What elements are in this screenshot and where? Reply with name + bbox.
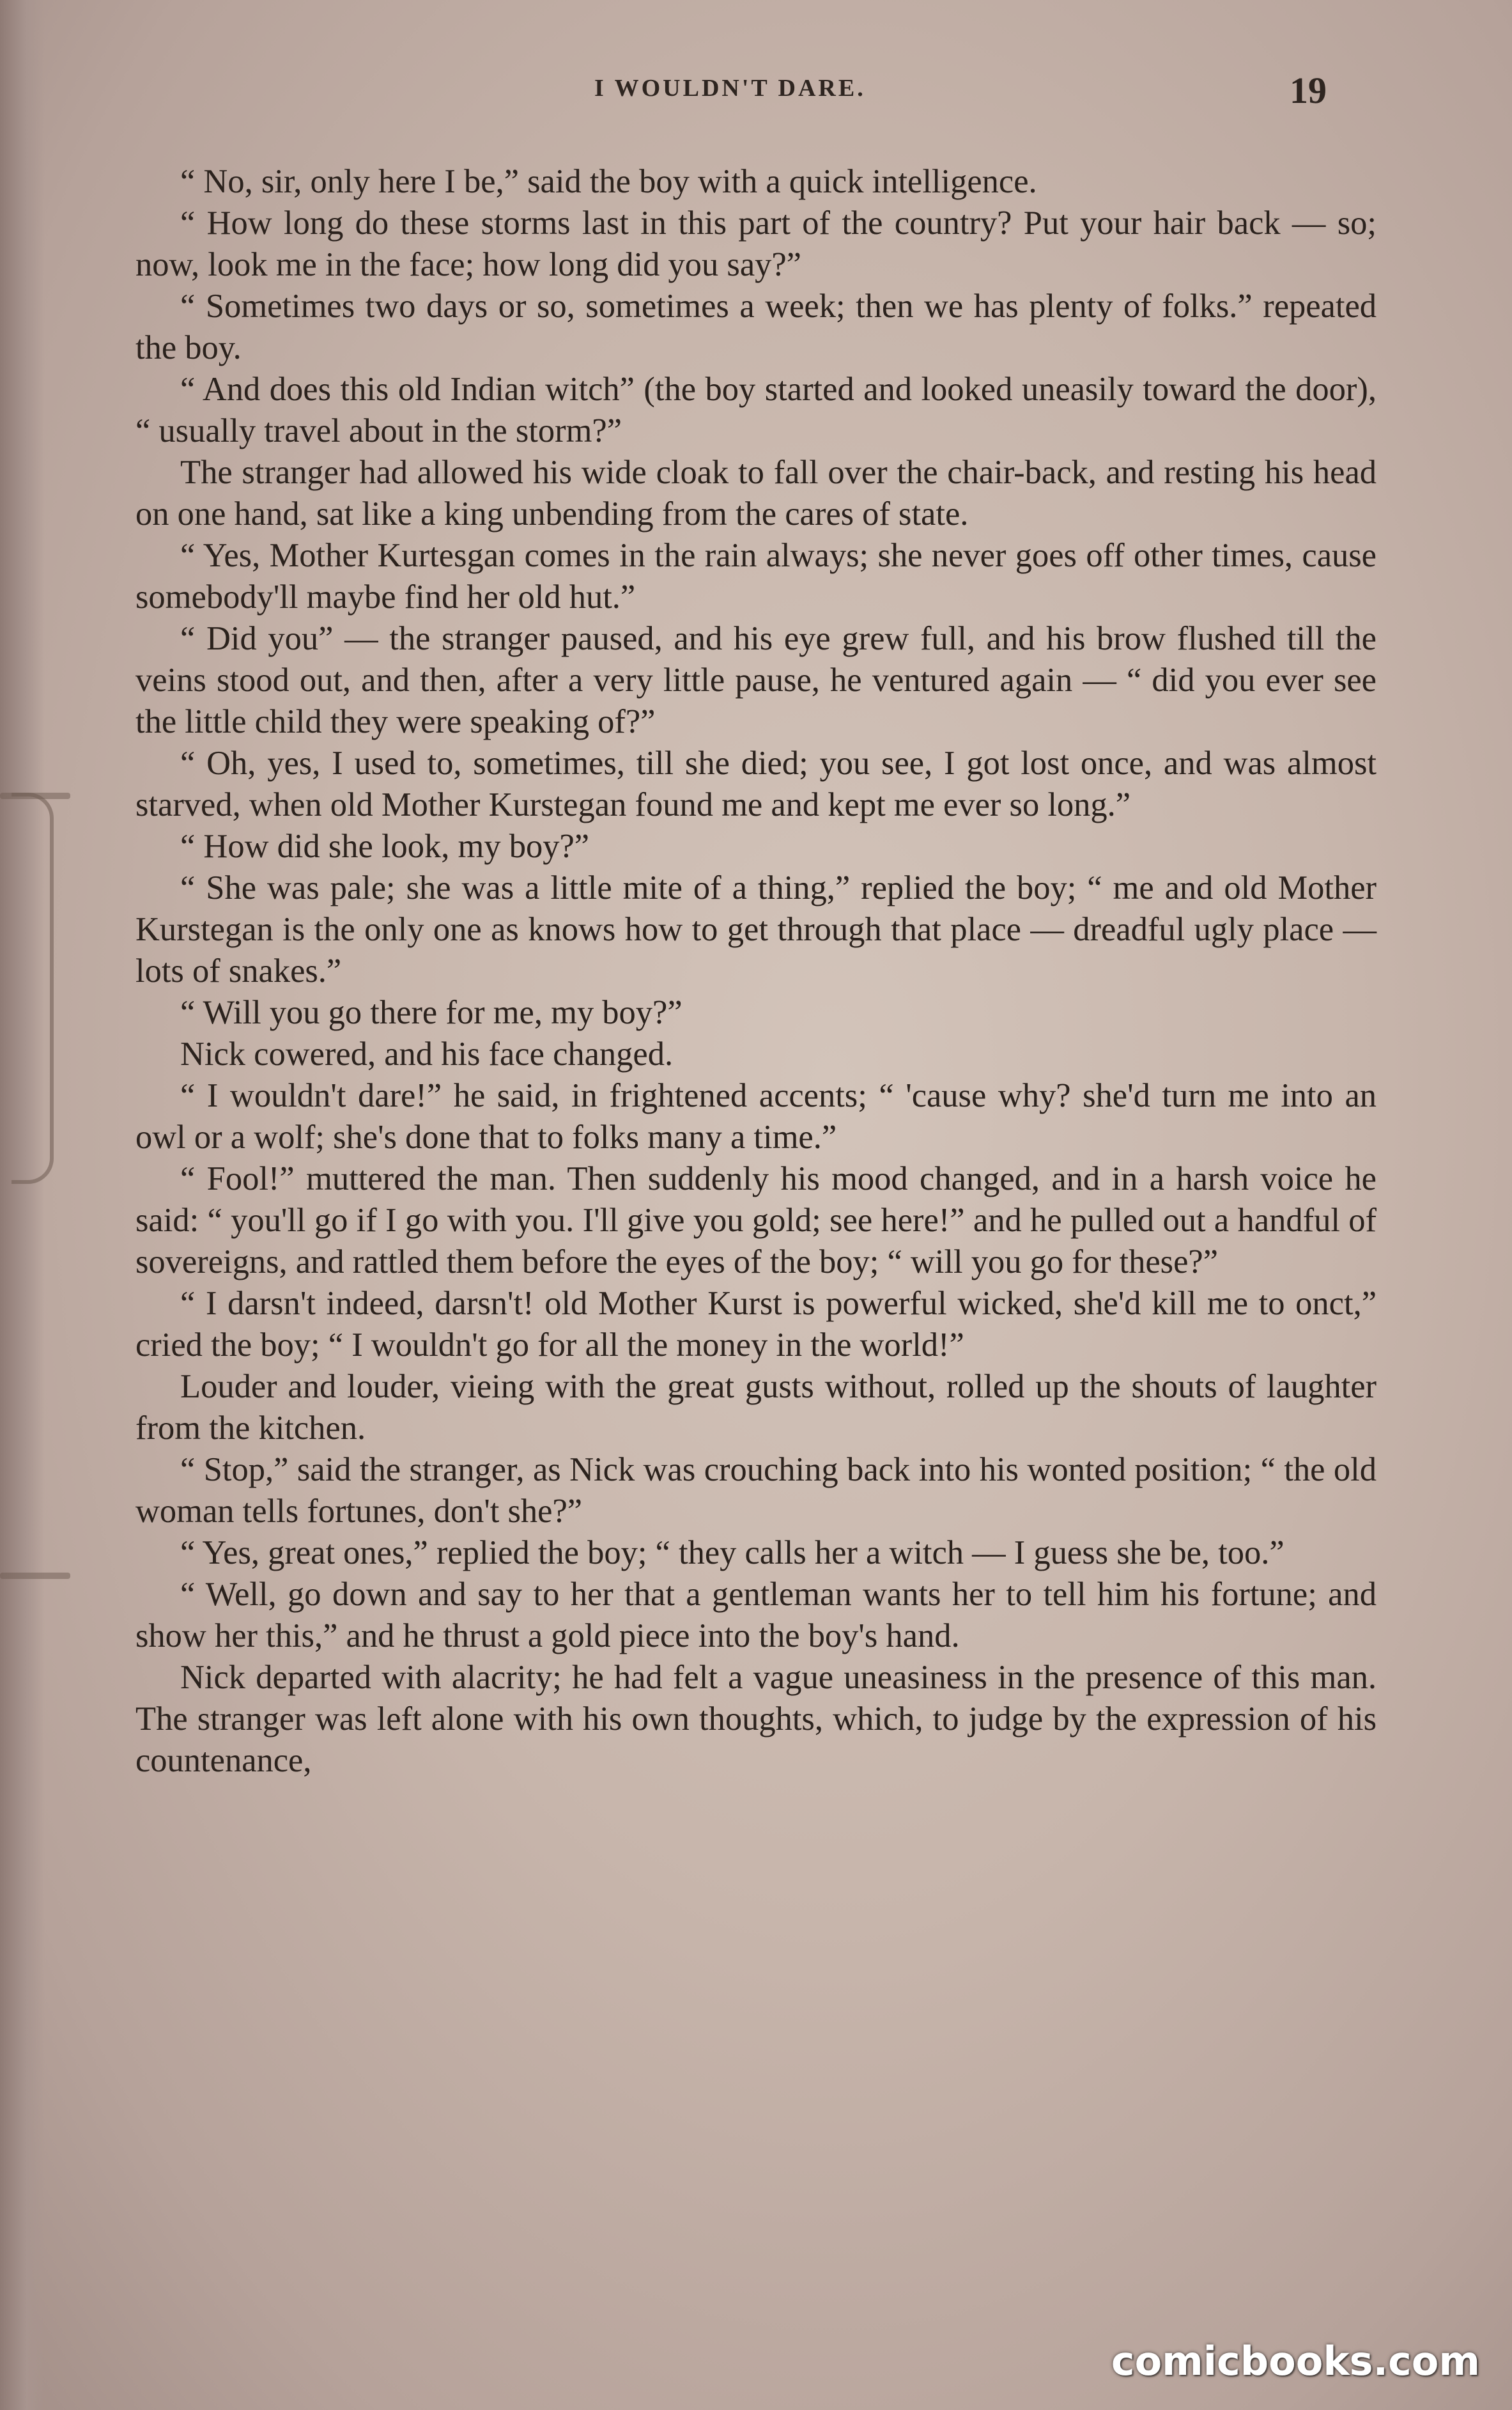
paragraph: The stranger had allowed his wide cloak to fall over the chair-back, and resting his head on one hand, sat like a king unbending from the cares of state. [135, 454, 1377, 533]
paragraph: “ Will you go there for me, my boy?” [180, 994, 683, 1031]
watermark: comicbooks.com [1111, 2338, 1480, 2384]
page-edge-shadow [0, 0, 45, 2410]
paragraph: “ And does this old Indian witch” (the boy started and looked uneasily toward the door), “ usually travel about in the storm?” [135, 371, 1377, 449]
page-header [0, 69, 1512, 120]
running-head: I WOULDN'T DARE. [594, 75, 866, 102]
binding-stitch [0, 1573, 70, 1579]
paragraph: Nick cowered, and his face changed. [180, 1036, 674, 1073]
binding-thread-mark [12, 793, 54, 1184]
paragraph: “ Stop,” said the stranger, as Nick was crouching back into his wonted position; “ the old woman tells fortunes, don't she?” [135, 1451, 1377, 1530]
paragraph: Nick departed with alacrity; he had felt a vague uneasiness in the presence of this man. The stranger was left alone with his own thoughts, which, to judge by the expression of his countenance, [135, 1659, 1377, 1779]
paragraph: “ Sometimes two days or so, sometimes a week; then we has plenty of folks.” repeated the boy. [135, 288, 1377, 366]
paragraph: “ Yes, Mother Kurtesgan comes in the rain always; she never goes off other times, cause somebody'll maybe find her old hut.” [135, 537, 1377, 616]
paragraph: “ Well, go down and say to her that a gentleman wants her to tell him his fortune; and show her this,” and he thrust a gold piece into the boy's hand. [135, 1576, 1377, 1654]
page-number: 19 [1290, 70, 1327, 111]
paragraph: “ How long do these storms last in this part of the country? Put your hair back — so; now, look me in the face; how long did you say?” [135, 205, 1377, 283]
paragraph: “ Yes, great ones,” replied the boy; “ they calls her a witch — I guess she be, too.” [180, 1534, 1284, 1571]
paragraph: “ Fool!” muttered the man. Then suddenly his mood changed, and in a harsh voice he said: “ you'll go if I go with you. I'll give you gold; see here!” and he pulled out a handful of sovereigns, and rattled them before the eyes of the boy; “ will you go for these?” [135, 1160, 1377, 1280]
paragraph: “ I wouldn't dare!” he said, in frightened accents; “ 'cause why? she'd turn me into an owl or a wolf; she's done that to folks many a time.” [135, 1077, 1377, 1156]
binding-stitch [0, 793, 70, 799]
paragraph: “ She was pale; she was a little mite of a thing,” replied the boy; “ me and old Mother Kurstegan is the only one as knows how to get through that place — dreadful ugly place — lots of snakes.” [135, 869, 1377, 990]
body-text [135, 161, 1377, 1782]
paragraph: “ How did she look, my boy?” [180, 828, 590, 865]
paragraph: “ No, sir, only here I be,” said the boy with a quick intelligence. [180, 163, 1037, 200]
paragraph: “ Oh, yes, I used to, sometimes, till she died; you see, I got lost once, and was almost starved, when old Mother Kurstegan found me and kept me ever so long.” [135, 745, 1377, 823]
paragraph: “ Did you” — the stranger paused, and his eye grew full, and his brow flushed till the veins stood out, and then, after a very little pause, he ventured again — “ did you ever see the little child they were speaking of?” [135, 620, 1377, 740]
paragraph: “ I darsn't indeed, darsn't! old Mother Kurst is powerful wicked, she'd kill me to onct,” cried the boy; “ I wouldn't go for all the money in the world!” [135, 1285, 1377, 1364]
paragraph: Louder and louder, vieing with the great gusts without, rolled up the shouts of laughter from the kitchen. [135, 1368, 1377, 1447]
